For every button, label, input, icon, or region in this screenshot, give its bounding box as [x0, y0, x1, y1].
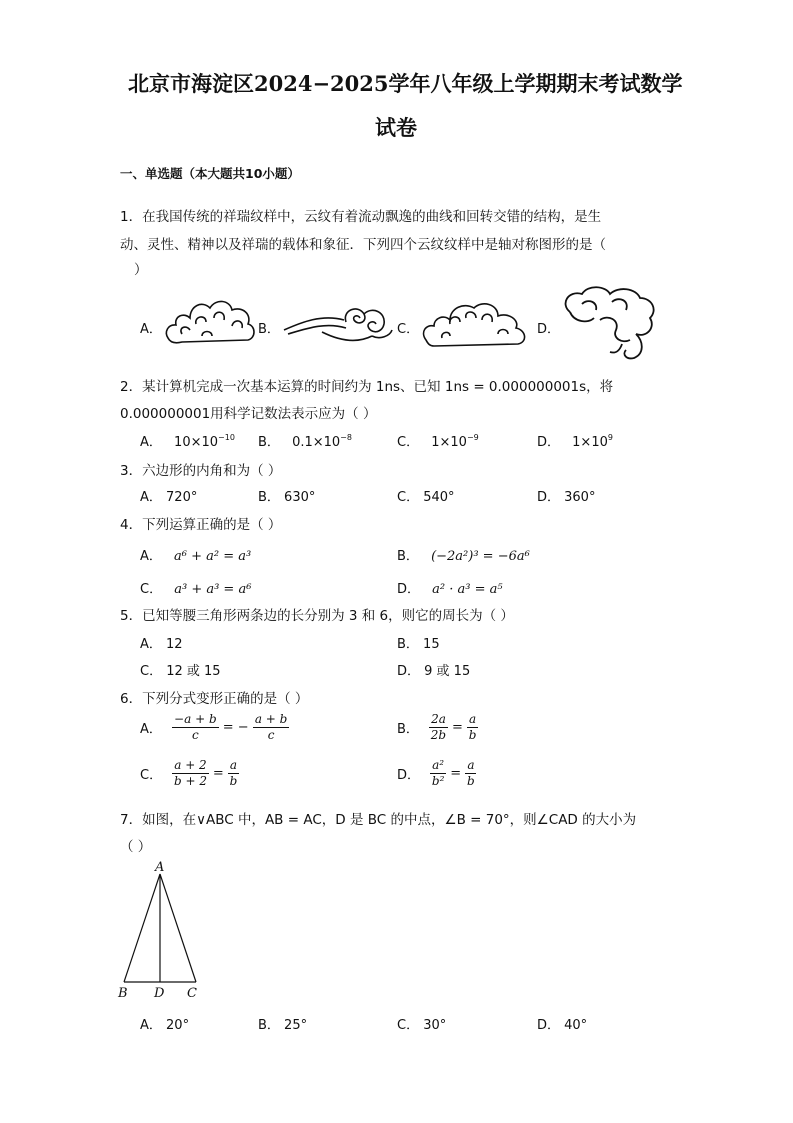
vertex-label-b: B	[118, 986, 128, 1001]
q6-option-c-fraction-right: $\frac{a}{b}$	[229, 758, 238, 788]
q2-option-d-exp: 9	[607, 433, 613, 442]
q2-option-a-label: A．	[140, 435, 162, 450]
q5-stem: 5．已知等腰三角形两条边的长分别为 3 和 6，则它的周长为（ ）	[120, 608, 514, 624]
q5-option-c: C． 12 或 15	[140, 664, 221, 679]
q6-option-c-label: C．	[140, 768, 163, 783]
q4-option-a	[140, 545, 251, 564]
q2-option-d	[537, 431, 613, 450]
q7-stem-line2: （ ）	[120, 839, 152, 855]
q2-option-b-label: B．	[258, 435, 280, 450]
q6-option-c	[140, 758, 239, 789]
q4-option-a-label: A．	[140, 549, 162, 564]
cloud-pattern-b	[282, 300, 394, 348]
page-title-line2: 试卷	[375, 115, 417, 140]
q4-option-d	[397, 578, 503, 597]
segment-ab	[124, 874, 160, 982]
q7-option-a: A． 20°	[140, 1018, 190, 1033]
q6-option-b-label: B．	[397, 722, 419, 737]
q5-option-b: B． 15	[397, 637, 440, 652]
q7-option-c: C． 30°	[397, 1018, 447, 1033]
q6-option-a-fraction-left: $\frac{-a + b}{c}$	[174, 712, 217, 742]
q5-option-d: D． 9 或 15	[397, 664, 471, 679]
q2-option-d-label: D．	[537, 435, 561, 450]
section-heading: 一、单选题（本大题共10小题）	[120, 166, 300, 181]
q6-option-d-fraction-right: $\frac{a}{b}$	[467, 758, 475, 788]
q6-option-b	[397, 712, 478, 743]
q6-option-d	[397, 758, 476, 789]
q1-stem-line3: ）	[134, 262, 148, 278]
q1-option-d-label: D．	[537, 322, 561, 337]
q6-option-b-equals: =	[452, 720, 463, 735]
q2-option-b-exp: −8	[340, 433, 352, 442]
cloud-pattern-d	[560, 284, 660, 366]
q6-option-b-fraction-left: $\frac{2a}{2b}$	[430, 712, 447, 742]
q6-option-c-equals: =	[212, 766, 224, 781]
q6-option-a-fraction-right: $\frac{a + b}{c}$	[254, 712, 288, 742]
q2-option-b	[258, 431, 352, 450]
q4-option-b-math: (−2a²)³ = −6a⁶	[431, 549, 530, 564]
q5-option-a: A． 12	[140, 637, 183, 652]
q3-option-a: A． 720°	[140, 490, 198, 505]
q2-option-c-exp: −9	[466, 433, 479, 442]
q1-option-a-label: A．	[140, 322, 162, 337]
q3-stem: 3．六边形的内角和为（ ）	[120, 463, 282, 479]
q1-option-b-label: B．	[258, 322, 280, 337]
q6-stem: 6．下列分式变形正确的是（ ）	[120, 691, 309, 707]
q2-option-b-text: 0.1×10	[292, 435, 341, 450]
q3-option-d: D． 360°	[537, 490, 596, 505]
segment-ac	[160, 874, 196, 982]
q2-option-a-text: 10×10	[174, 435, 219, 450]
vertex-label-d: D	[154, 986, 165, 1001]
q2-option-a-exp: −10	[218, 433, 235, 442]
page-title-line1: 北京市海淀区2024−2025学年八年级上学期期末考试数学	[128, 71, 683, 96]
q1-stem-line1: 1．在我国传统的祥瑞纹样中，云纹有着流动飘逸的曲线和回转交错的结构，是生	[120, 209, 602, 225]
q2-option-c-text: 1×10	[431, 435, 467, 450]
q4-option-c	[140, 578, 251, 597]
q6-option-d-equals: =	[450, 766, 462, 781]
q2-stem-line2: 0.000000001用科学记数法表示应为（ ）	[120, 406, 377, 422]
cloud-pattern-a	[162, 292, 258, 350]
q2-option-d-text: 1×10	[572, 435, 608, 450]
q4-option-b	[397, 545, 530, 564]
q7-option-d: D． 40°	[537, 1018, 588, 1033]
q3-option-b: B． 630°	[258, 490, 316, 505]
q4-option-c-math: a³ + a³ = a⁶	[174, 582, 252, 597]
q6-option-a	[140, 712, 289, 743]
q4-option-c-label: C．	[140, 582, 163, 597]
q1-stem-line2: 动、灵性、精神以及祥瑞的载体和象征．下列四个云纹纹样中是轴对称图形的是（	[120, 237, 606, 253]
q6-option-c-fraction-left: $\frac{a + 2}{b + 2}$	[173, 758, 207, 788]
vertex-label-c: C	[187, 986, 197, 1001]
q2-option-c	[397, 431, 479, 450]
q6-option-b-fraction-right: $\frac{a}{b}$	[468, 712, 477, 742]
q4-option-b-label: B．	[397, 549, 419, 564]
q6-option-a-label: A．	[140, 722, 162, 737]
triangle-figure	[114, 858, 210, 1004]
vertex-label-a: A	[155, 860, 165, 875]
cloud-pattern-c	[420, 294, 532, 350]
q4-option-a-math: a⁶ + a² = a³	[174, 549, 252, 564]
q6-option-d-fraction-left: $\frac{\text{a²}}{\text{b²}}$	[431, 758, 445, 788]
q1-option-c-label: C．	[397, 322, 420, 337]
q6-option-d-label: D．	[397, 768, 421, 783]
q7-stem-line1: 7．如图，在∨ABC 中，AB = AC，D 是 BC 的中点，∠B = 70°，则∠CAD 的大小为	[120, 812, 637, 828]
q6-option-a-equals: = −	[222, 720, 249, 735]
q4-option-d-label: D．	[397, 582, 421, 597]
q4-option-d-math: a² · a³ = a⁵	[432, 582, 503, 597]
q2-stem-line1: 2．某计算机完成一次基本运算的时间约为 1ns、已知 1ns = 0.000000001s，将	[120, 379, 614, 395]
q4-stem: 4．下列运算正确的是（ ）	[120, 517, 282, 533]
q2-option-c-label: C．	[397, 435, 420, 450]
q7-option-b: B． 25°	[258, 1018, 308, 1033]
q2-option-a	[140, 431, 235, 450]
q3-option-c: C． 540°	[397, 490, 455, 505]
